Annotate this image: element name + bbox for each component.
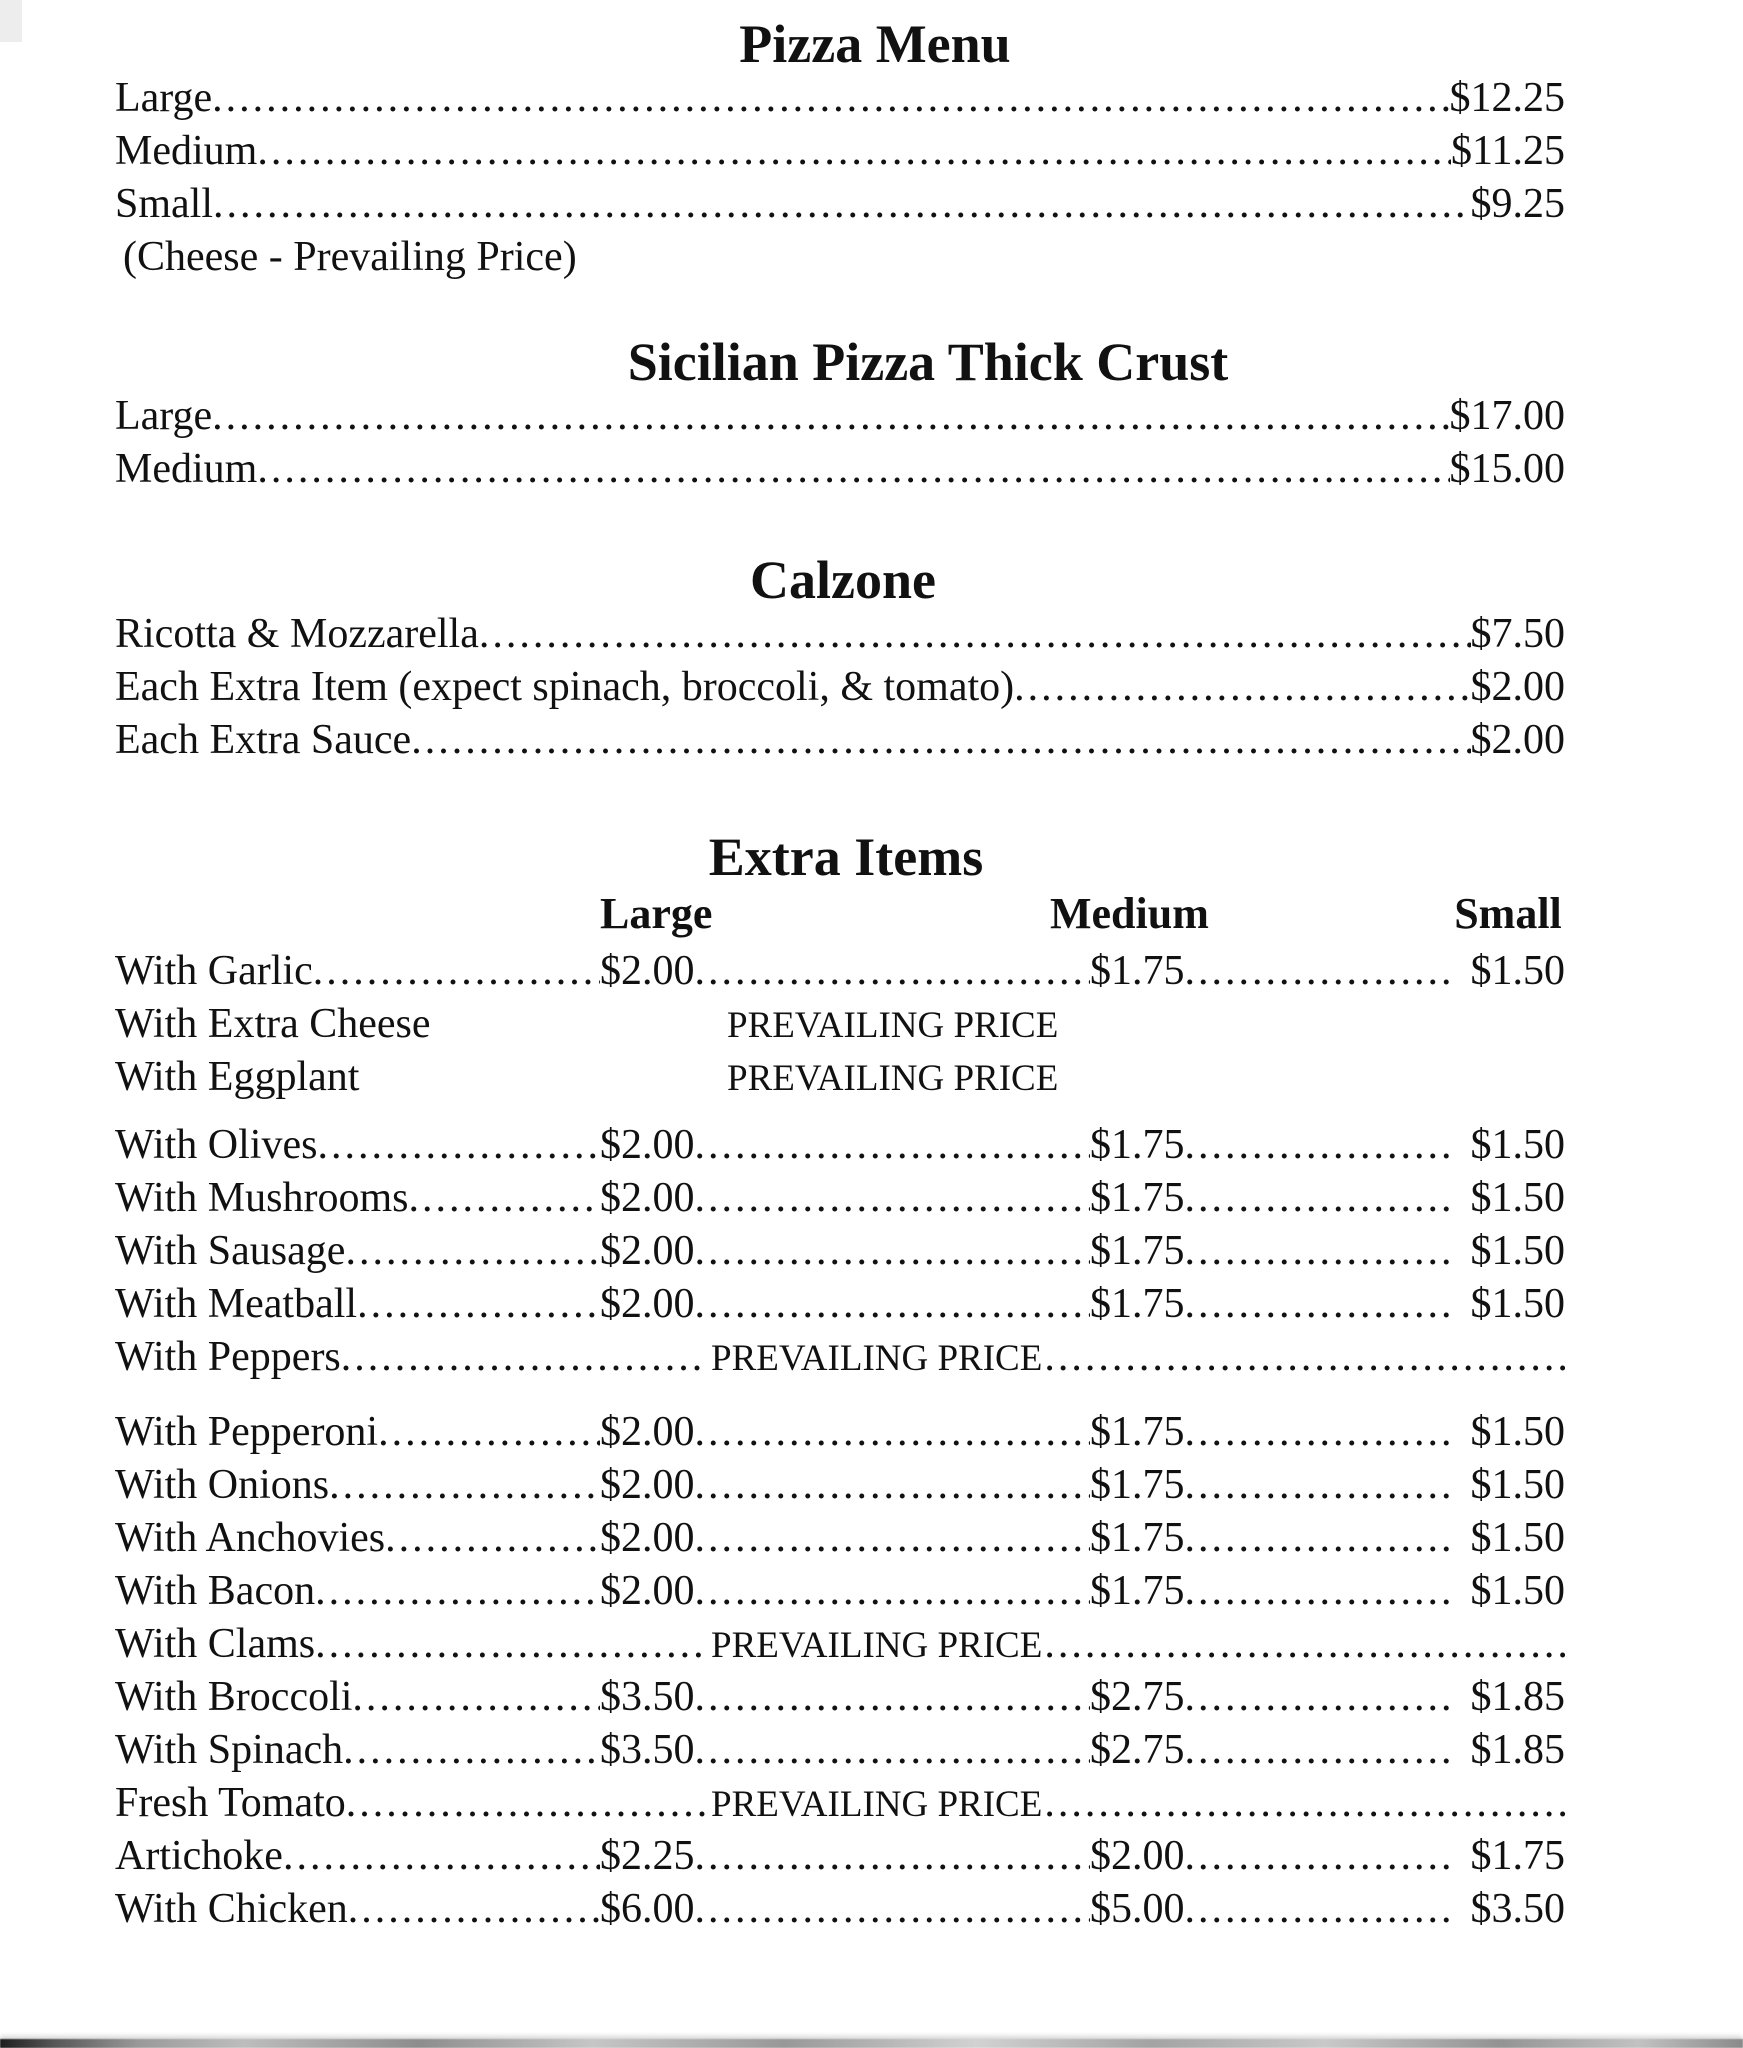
dot-leader (1185, 1671, 1456, 1724)
dot-leader (385, 1512, 600, 1565)
extra-item-row (115, 1051, 1565, 1104)
extra-item-row (115, 1278, 1565, 1331)
price-small: $1.50 (1470, 1228, 1565, 1274)
dot-leader (1014, 661, 1470, 714)
section-pizza-menu (115, 16, 1565, 284)
section-extra-items (115, 829, 1565, 1936)
dot-leader (315, 1565, 600, 1618)
prevailing-price-label: PREVAILING PRICE (727, 1005, 1059, 1046)
price-small: $1.50 (1470, 1175, 1565, 1221)
price-large: $3.50 (600, 1727, 695, 1773)
dot-leader (257, 125, 1451, 178)
extra-item-label: Fresh Tomato (115, 1780, 346, 1826)
item-price: $7.50 (1470, 611, 1565, 657)
price-large: $2.00 (600, 1175, 695, 1221)
extra-item-row (115, 1830, 1565, 1883)
extra-item-label: With Pepperoni (115, 1409, 379, 1455)
item-price: $17.00 (1449, 393, 1565, 439)
dot-leader (1185, 1883, 1456, 1936)
item-label: Each Extra Item (expect spinach, broccoli, & tomato) (115, 664, 1015, 710)
item-label: Large (115, 75, 213, 121)
extra-item-row (115, 998, 1565, 1051)
extra-item-label: With Sausage (115, 1228, 346, 1274)
dot-leader (1185, 1724, 1456, 1777)
dot-leader (695, 1724, 1091, 1777)
menu-item-row (115, 714, 1565, 767)
dot-leader (1185, 945, 1456, 998)
extra-item-row (115, 945, 1565, 998)
price-medium: $1.75 (1090, 1122, 1185, 1168)
price-medium: $1.75 (1090, 1409, 1185, 1455)
price-small: $1.85 (1470, 1674, 1565, 1720)
extra-item-row (115, 1459, 1565, 1512)
extra-item-label: With Clams (115, 1621, 316, 1667)
dot-leader (329, 1459, 600, 1512)
price-medium: $1.75 (1090, 1228, 1185, 1274)
extra-item-label: With Meatball (115, 1281, 358, 1327)
extra-item-label: With Mushrooms (115, 1175, 409, 1221)
item-price: $11.25 (1451, 128, 1565, 174)
dot-leader (1185, 1565, 1456, 1618)
price-medium: $2.00 (1090, 1833, 1185, 1879)
item-price: $12.25 (1449, 75, 1565, 121)
dot-leader (352, 1671, 600, 1724)
price-large: $2.00 (600, 948, 695, 994)
price-small: $1.50 (1470, 1568, 1565, 1614)
extra-item-label: With Bacon (115, 1568, 316, 1614)
prevailing-price-label: PREVAILING PRICE (727, 1058, 1059, 1099)
dot-leader (1044, 1331, 1565, 1384)
extra-item-row (115, 1172, 1565, 1225)
dot-leader (409, 1172, 601, 1225)
dot-leader (1185, 1459, 1456, 1512)
price-large: $2.00 (600, 1515, 695, 1561)
menu-item-row (115, 390, 1565, 443)
item-price: $9.25 (1470, 181, 1565, 227)
column-header-medium: Medium (1050, 889, 1209, 938)
prevailing-price-label: PREVAILING PRICE (711, 1784, 1043, 1825)
dot-leader (345, 1225, 600, 1278)
menu-item-row (115, 661, 1565, 714)
extra-item-row (115, 1724, 1565, 1777)
section-title: Pizza Menu (739, 14, 1011, 74)
menu-item-list (115, 390, 1565, 496)
extra-item-label: Artichoke (115, 1833, 283, 1879)
extra-item-label: With Eggplant (115, 1054, 360, 1100)
dot-leader (283, 1830, 600, 1883)
extra-item-row (115, 1883, 1565, 1936)
extra-items-table (115, 945, 1565, 1936)
menu-item-list (115, 72, 1565, 231)
dot-leader (1185, 1406, 1456, 1459)
price-medium: $2.75 (1090, 1727, 1185, 1773)
extra-item-row (115, 1512, 1565, 1565)
price-medium: $1.75 (1090, 1568, 1185, 1614)
item-label: Small (115, 181, 214, 227)
dot-leader (1044, 1777, 1565, 1830)
extra-item-label: With Onions (115, 1462, 330, 1508)
section-title: Sicilian Pizza Thick Crust (627, 332, 1229, 392)
dot-leader (411, 714, 1470, 767)
price-medium: $1.75 (1090, 1515, 1185, 1561)
dot-leader (212, 390, 1449, 443)
menu-item-list (115, 608, 1565, 767)
prevailing-price-label: PREVAILING PRICE (711, 1338, 1043, 1379)
dot-leader (315, 1618, 705, 1671)
menu-item-row (115, 608, 1565, 661)
price-medium: $1.75 (1090, 948, 1185, 994)
price-small: $1.85 (1470, 1727, 1565, 1773)
price-medium: $5.00 (1090, 1886, 1185, 1932)
size-column-headers (115, 887, 1565, 940)
cheese-note: (Cheese - Prevailing Price) (123, 234, 577, 280)
dot-leader (695, 1278, 1091, 1331)
price-medium: $1.75 (1090, 1462, 1185, 1508)
dot-leader (1185, 1172, 1456, 1225)
item-label: Medium (115, 446, 258, 492)
prevailing-price-label: PREVAILING PRICE (711, 1625, 1043, 1666)
price-large: $2.00 (600, 1409, 695, 1455)
scan-artifact-bottom (0, 2039, 1743, 2048)
price-large: $6.00 (600, 1886, 695, 1932)
price-small: $3.50 (1470, 1886, 1565, 1932)
price-large: $2.00 (600, 1228, 695, 1274)
item-label: Large (115, 393, 213, 439)
dot-leader (695, 945, 1091, 998)
dot-leader (213, 178, 1470, 231)
item-price: $2.00 (1470, 717, 1565, 763)
item-label: Each Extra Sauce (115, 717, 412, 763)
extra-item-label: With Spinach (115, 1727, 344, 1773)
item-label: Ricotta & Mozzarella (115, 611, 479, 657)
dot-leader (695, 1406, 1091, 1459)
dot-leader (1185, 1830, 1456, 1883)
price-small: $1.50 (1470, 1281, 1565, 1327)
column-header-small: Small (1454, 889, 1562, 938)
dot-leader (357, 1278, 600, 1331)
dot-leader (695, 1512, 1091, 1565)
dot-leader (317, 1119, 600, 1172)
price-small: $1.50 (1470, 1462, 1565, 1508)
menu-item-row (115, 443, 1565, 496)
price-medium: $2.75 (1090, 1674, 1185, 1720)
dot-leader (695, 1883, 1091, 1936)
dot-leader (378, 1406, 600, 1459)
dot-leader (1044, 1618, 1565, 1671)
extra-item-label: With Anchovies (115, 1515, 386, 1561)
extra-item-row (115, 1225, 1565, 1278)
extra-item-row (115, 1671, 1565, 1724)
extra-item-row (115, 1119, 1565, 1172)
price-large: $2.00 (600, 1568, 695, 1614)
dot-leader (212, 72, 1449, 125)
section-title: Extra Items (708, 827, 984, 887)
item-label: Medium (115, 128, 258, 174)
section-sicilian-pizza (115, 334, 1565, 496)
dot-leader (1185, 1119, 1456, 1172)
item-price: $2.00 (1470, 664, 1565, 710)
item-price: $15.00 (1449, 446, 1565, 492)
price-large: $2.00 (600, 1462, 695, 1508)
dot-leader (348, 1883, 600, 1936)
dot-leader (1185, 1278, 1456, 1331)
dot-leader (695, 1225, 1091, 1278)
price-small: $1.50 (1470, 1409, 1565, 1455)
extra-item-label: With Peppers (115, 1334, 341, 1380)
price-small: $1.50 (1470, 1122, 1565, 1168)
dot-leader (695, 1459, 1091, 1512)
menu-item-row (115, 72, 1565, 125)
price-small: $1.50 (1470, 1515, 1565, 1561)
price-medium: $1.75 (1090, 1281, 1185, 1327)
extra-item-row (115, 1406, 1565, 1459)
menu-item-row (115, 125, 1565, 178)
extra-item-label: With Extra Cheese (115, 1001, 431, 1047)
extra-item-label: With Olives (115, 1122, 318, 1168)
extra-item-row (115, 1618, 1565, 1671)
dot-leader (341, 1331, 705, 1384)
dot-leader (257, 443, 1449, 496)
dot-leader (695, 1119, 1091, 1172)
price-large: $2.00 (600, 1122, 695, 1168)
dot-leader (695, 1830, 1091, 1883)
price-small: $1.75 (1470, 1833, 1565, 1879)
price-large: $2.25 (600, 1833, 695, 1879)
extra-item-row (115, 1777, 1565, 1830)
price-large: $2.00 (600, 1281, 695, 1327)
menu-item-row (115, 178, 1565, 231)
dot-leader (695, 1565, 1091, 1618)
section-title: Calzone (750, 550, 936, 610)
dot-leader (313, 945, 600, 998)
price-small: $1.50 (1470, 948, 1565, 994)
dot-leader (479, 608, 1471, 661)
price-large: $3.50 (600, 1674, 695, 1720)
extra-item-label: With Broccoli (115, 1674, 353, 1720)
extra-item-row (115, 1331, 1565, 1384)
column-header-large: Large (600, 889, 713, 938)
dot-leader (1185, 1512, 1456, 1565)
scan-artifact-corner (0, 0, 22, 42)
extra-item-label: With Garlic (115, 948, 313, 994)
dot-leader (695, 1671, 1091, 1724)
dot-leader (343, 1724, 600, 1777)
dot-leader (695, 1172, 1091, 1225)
extra-item-row (115, 1565, 1565, 1618)
section-calzone (115, 552, 1565, 767)
dot-leader (346, 1777, 705, 1830)
dot-leader (1185, 1225, 1456, 1278)
price-medium: $1.75 (1090, 1175, 1185, 1221)
extra-item-label: With Chicken (115, 1886, 348, 1932)
